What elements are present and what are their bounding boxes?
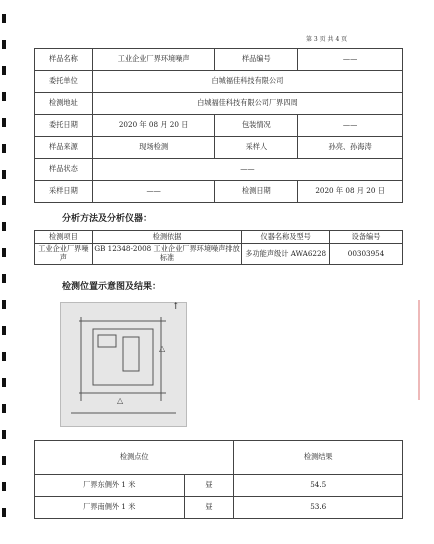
sampling-date: ——	[92, 181, 215, 203]
col-header-point: 检测点位	[35, 441, 234, 475]
methods-title: 分析方法及分析仪器：	[62, 214, 153, 224]
col-header-result: 检测结果	[234, 441, 403, 475]
sample-no: ——	[298, 49, 403, 71]
page-number: 第 3 页 共 4 页	[306, 36, 348, 43]
sketch-drawing	[61, 303, 186, 426]
location-title: 检测位置示意图及结果：	[62, 282, 162, 292]
client: 白城福佳科技有限公司	[92, 71, 402, 93]
test-date-label: 检测日期	[215, 181, 298, 203]
table-row	[35, 181, 403, 203]
method-basis: GB 12348-2008 工业企业厂界环境噪声排放标准	[92, 244, 242, 265]
method-instrument: 多功能声级计 AWA6228	[242, 244, 330, 265]
svg-text:△: △	[117, 396, 124, 405]
sampling-date-label: 采样日期	[35, 181, 93, 203]
svg-text:△: △	[159, 344, 166, 353]
status: ——	[92, 159, 402, 181]
result-point: 厂界东侧外 1 米	[35, 475, 185, 497]
binding-holes	[0, 0, 12, 544]
methods-table	[34, 230, 403, 265]
address-label: 检测地址	[35, 93, 93, 115]
sample-name-label: 样品名称	[35, 49, 93, 71]
commission-date-label: 委托日期	[35, 115, 93, 137]
result-period: 昼	[184, 475, 234, 497]
result-value: 54.5	[234, 475, 403, 497]
seal-stamp	[418, 300, 432, 400]
table-row	[35, 115, 403, 137]
col-header-instrument: 仪器名称及型号	[242, 231, 330, 244]
table-row	[35, 159, 403, 181]
test-date: 2020 年 08 月 20 日	[298, 181, 403, 203]
source: 现场检测	[92, 137, 215, 159]
commission-date: 2020 年 08 月 20 日	[92, 115, 215, 137]
location-sketch	[60, 302, 187, 427]
col-header-basis: 检测依据	[92, 231, 242, 244]
table-header-row	[35, 231, 403, 244]
result-period: 昼	[184, 497, 234, 519]
table-row	[35, 475, 403, 497]
table-header-row	[35, 441, 403, 475]
packing: ——	[298, 115, 403, 137]
client-label: 委托单位	[35, 71, 93, 93]
north-arrow-icon: ↑	[172, 302, 180, 312]
table-row	[35, 244, 403, 265]
sample-name: 工业企业厂界环境噪声	[92, 49, 215, 71]
result-point: 厂界南侧外 1 米	[35, 497, 185, 519]
sampler-label: 采样人	[215, 137, 298, 159]
table-row	[35, 93, 403, 115]
table-row	[35, 49, 403, 71]
packing-label: 包装情况	[215, 115, 298, 137]
table-row	[35, 137, 403, 159]
col-header-item: 检测项目	[35, 231, 93, 244]
sample-info-table	[34, 48, 403, 203]
source-label: 样品来源	[35, 137, 93, 159]
address: 白城福佳科技有限公司厂界四周	[92, 93, 402, 115]
table-row	[35, 71, 403, 93]
result-value: 53.6	[234, 497, 403, 519]
col-header-equipment-no: 设备编号	[330, 231, 403, 244]
method-equipment-no: 00303954	[330, 244, 403, 265]
method-item: 工业企业厂界噪声	[35, 244, 93, 265]
status-label: 样品状态	[35, 159, 93, 181]
sampler: 孙亮、孙海涛	[298, 137, 403, 159]
results-table	[34, 440, 403, 519]
sample-no-label: 样品编号	[215, 49, 298, 71]
table-row	[35, 497, 403, 519]
